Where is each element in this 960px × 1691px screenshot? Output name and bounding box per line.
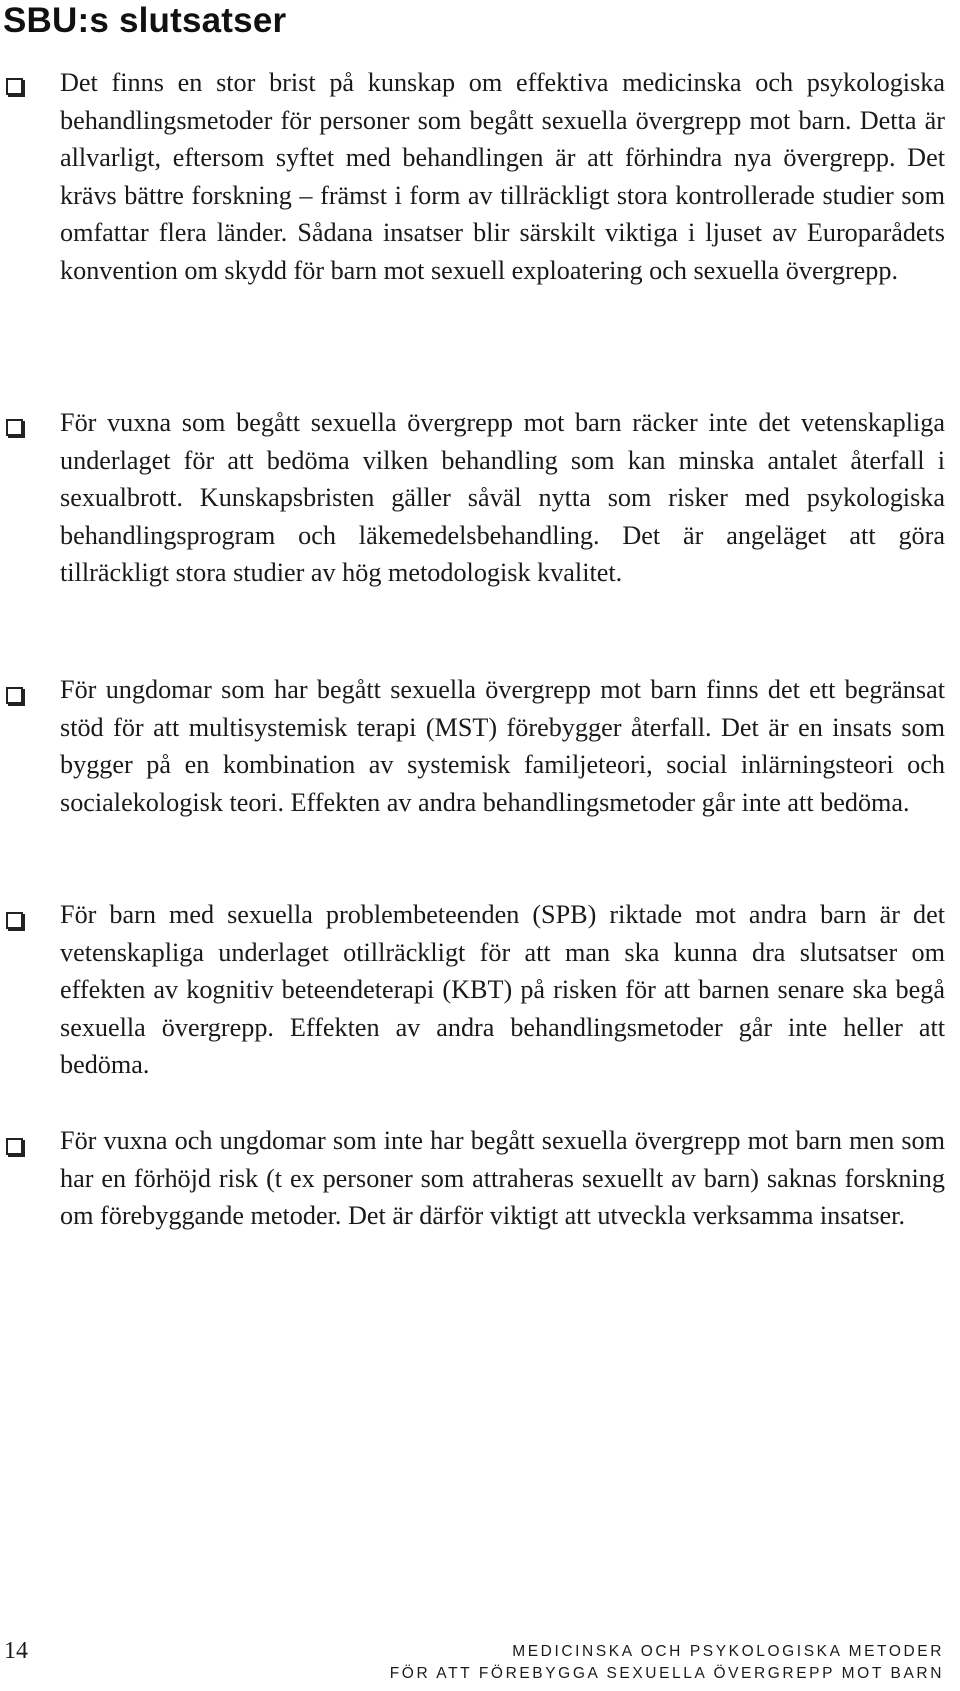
- checkbox-icon: [6, 687, 23, 704]
- footer-title-line-2: FÖR ATT FÖREBYGGA SEXUELLA ÖVERGREPP MOT BARN: [389, 1665, 944, 1682]
- conclusion-text: Det finns en stor brist på kunskap om effektiva medicinska och psykologiska behandlingsmetoder för personer som begått sexuella övergrepp mot barn. Detta är allvarligt, eftersom syftet med behandlingen är att förhindra nya övergrepp. Det krävs bättre forskning – främst i form av tillräckligt stora kontrollerade studier som omfattar flera länder. Sådana insatser blir särskilt viktiga i ljuset av Europarådets konvention om skydd för barn mot sexuell exploatering och sexuella övergrepp.: [60, 68, 945, 285]
- running-footer: [390, 1641, 944, 1685]
- footer-title-line-1: MEDICINSKA OCH PSYKOLOGISKA METODER: [512, 1643, 944, 1660]
- checkbox-icon: [6, 78, 23, 95]
- checkbox-icon: [6, 912, 23, 929]
- conclusion-text: För vuxna och ungdomar som inte har begått sexuella övergrepp mot barn men som har en förhöjd risk (t ex personer som attraheras sexuellt av barn) saknas forskning om förebyggande metoder. Det är därför viktigt att utveckla verksamma insatser.: [60, 1126, 945, 1231]
- checkbox-icon: [6, 419, 23, 436]
- conclusion-text: För ungdomar som har begått sexuella övergrepp mot barn finns det ett begränsat stöd för att multisystemisk terapi (MST) förebygger återfall. Det är en insats som bygger på en kombination av systemisk familjeteori, social inlärningsteori och socialekologisk teori. Effekten av andra behandlingsmetoder går inte att bedöma.: [60, 675, 945, 817]
- checkbox-icon: [6, 1138, 23, 1155]
- conclusion-text: För barn med sexuella problembeteenden (SPB) riktade mot andra barn är det vetenskapliga underlaget otillräckligt för att man ska kunna dra slutsatser om effekten av kognitiv beteendeterapi (KBT) på risken för att barnen senare ska begå sexuella övergrepp. Effekten av andra behandlingsmetoder går inte heller att bedöma.: [60, 900, 945, 1080]
- page-number: 14: [4, 1638, 28, 1664]
- page-heading: SBU:s slutsatser: [3, 1, 287, 40]
- conclusion-text: För vuxna som begått sexuella övergrepp mot barn räcker inte det vetenskapliga underlaget för att bedöma vilken behandling som kan minska antalet återfall i sexualbrott. Kunskapsbristen gäller såväl nytta som risker med psykologiska behandlingsprogram och läkemedelsbehandling. Det är angeläget att göra tillräckligt stora studier av hög metodologisk kvalitet.: [60, 408, 945, 588]
